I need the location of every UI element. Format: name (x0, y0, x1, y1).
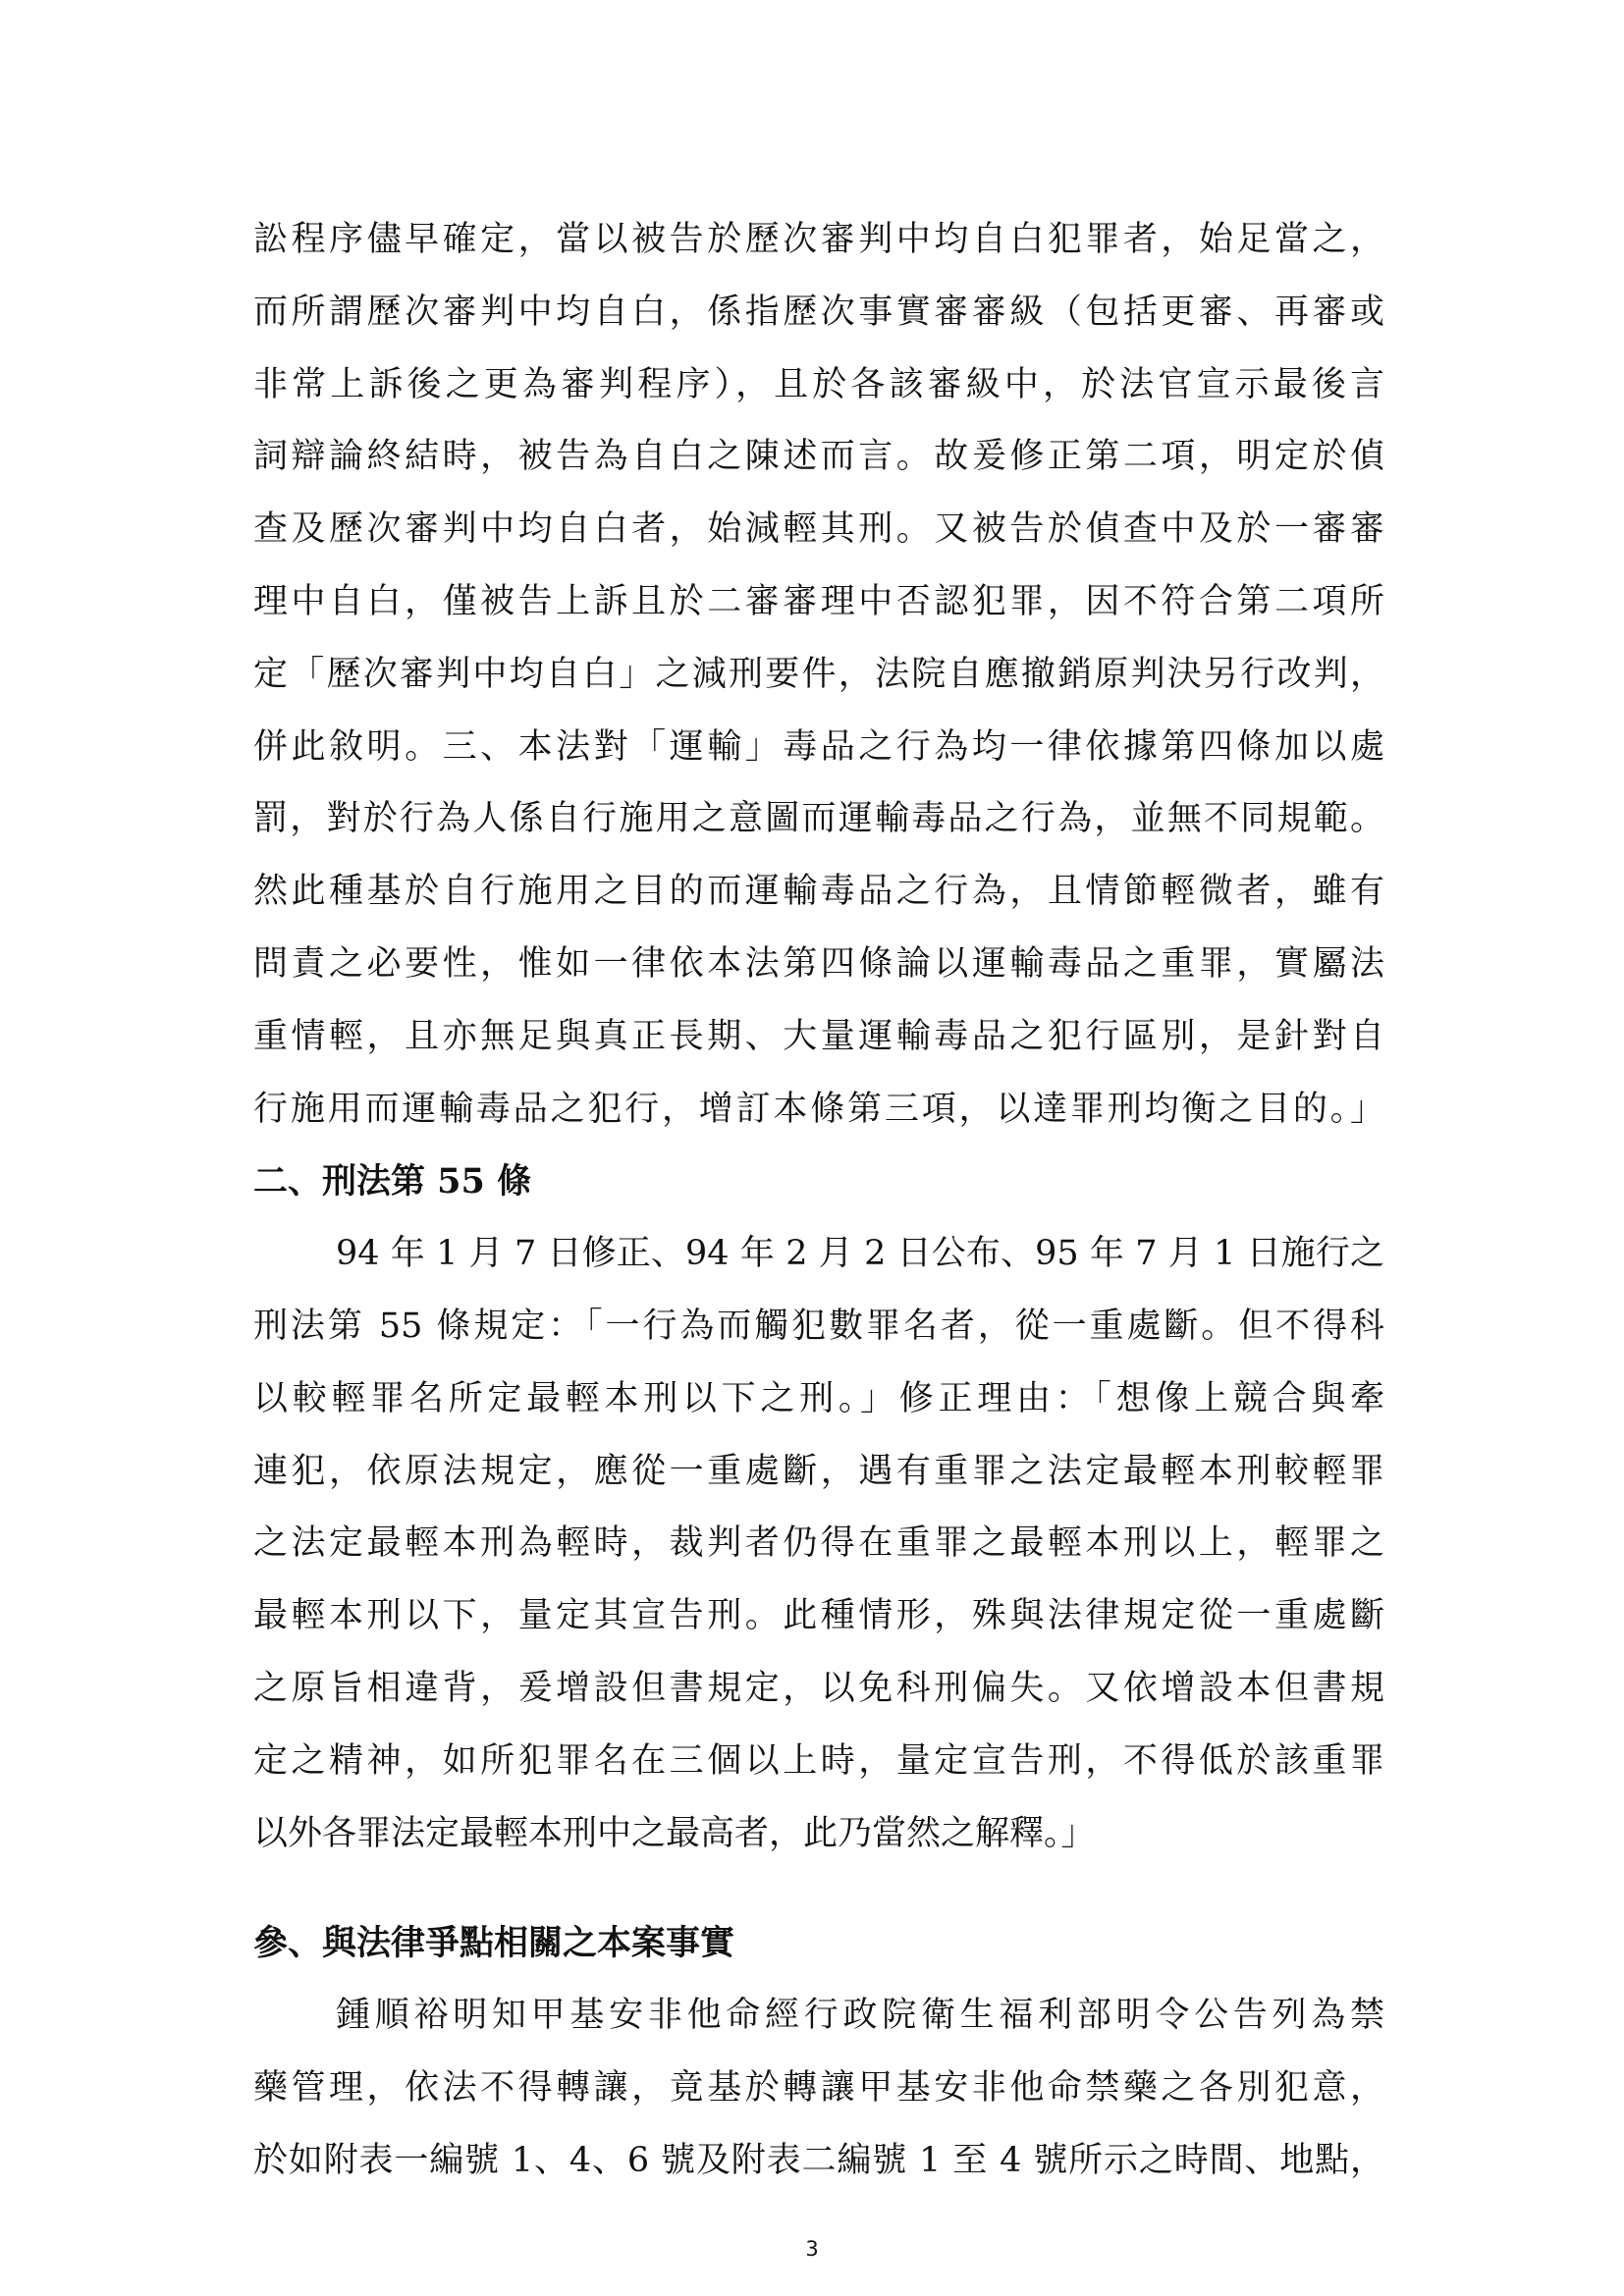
text-line: 刑法第 55 條規定：「一行為而觸犯數罪名者，從一重處斷。但不得科 (253, 1306, 1384, 1346)
text-line: 查及歷次審判中均自白者，始減輕其刑。又被告於偵查中及於一審審 (253, 509, 1384, 550)
text-line: 定之精神，如所犯罪名在三個以上時，量定宣告刑，不得低於該重罪 (253, 1740, 1384, 1781)
section-heading-case-facts: 參、與法律爭點相關之本案事實 (253, 1923, 735, 1964)
text-line: 以較輕罪名所定最輕本刑以下之刑。」修正理由：「想像上競合與牽 (253, 1378, 1384, 1418)
text-line: 然此種基於自行施用之目的而運輸毒品之行為，且情節輕微者，雖有 (253, 872, 1384, 912)
text-line: 94 年 1 月 7 日修正、94 年 2 月 2 日公布、95 年 7 月 1 日施行之 (336, 1234, 1384, 1274)
text-line: 藥管理，依法不得轉讓，竟基於轉讓甲基安非他命禁藥之各別犯意， (253, 2067, 1384, 2108)
text-line: 詞辯論終結時，被告為自白之陳述而言。故爰修正第二項，明定於偵 (253, 437, 1384, 477)
text-line: 以外各罪法定最輕本刑中之最高者，此乃當然之解釋。」 (253, 1813, 1096, 1853)
text-line: 訟程序儘早確定，當以被告於歷次審判中均自白犯罪者，始足當之， (253, 220, 1384, 259)
text-line: 併此敘明。三、本法對「運輸」毒品之行為均一律依據第四條加以處 (253, 726, 1384, 767)
text-line: 鍾順裕明知甲基安非他命經行政院衛生福利部明令公告列為禁 (336, 1996, 1384, 2036)
text-line: 之法定最輕本刑為輕時，裁判者仍得在重罪之最輕本刑以上，輕罪之 (253, 1523, 1384, 1564)
amendment-reason-continuation-paragraph (253, 204, 1384, 1146)
page-number: 3 (805, 2237, 819, 2261)
text-line: 非常上訴後之更為審判程序），且於各該審級中，於法官宣示最後言 (253, 364, 1384, 404)
text-line: 問責之必要性，惟如一律依本法第四條論以運輸毒品之重罪，實屬法 (253, 943, 1384, 984)
text-line: 行施用而運輸毒品之犯行，增訂本條第三項，以達罪刑均衡之目的。」 (253, 1089, 1384, 1129)
subsection-heading-criminal-code-55: 二、刑法第 55 條 (253, 1161, 532, 1202)
criminal-code-55-paragraph (253, 1218, 1384, 1870)
text-line: 重情輕，且亦無足與真正長期、大量運輸毒品之犯行區別，是針對自 (253, 1016, 1384, 1056)
text-line: 定「歷次審判中均自白」之減刑要件，法院自應撤銷原判決另行改判， (253, 654, 1384, 694)
text-line: 罰，對於行為人係自行施用之意圖而運輸毒品之行為，並無不同規範。 (253, 799, 1384, 839)
text-line: 理中自白，僅被告上訴且於二審審理中否認犯罪，因不符合第二項所 (253, 581, 1384, 621)
case-facts-paragraph (253, 1980, 1384, 2197)
text-line: 最輕本刑以下，量定其宣告刑。此種情形，殊與法律規定從一重處斷 (253, 1596, 1384, 1636)
text-line: 之原旨相違背，爰增設但書規定，以免科刑偏失。又依增設本但書規 (253, 1668, 1384, 1708)
body-text (253, 204, 1384, 2198)
text-line: 連犯，依原法規定，應從一重處斷，遇有重罪之法定最輕本刑較輕罪 (253, 1451, 1384, 1491)
text-line: 於如附表一編號 1、4、6 號及附表二編號 1 至 4 號所示之時間、地點， (253, 2140, 1384, 2180)
text-line: 而所謂歷次審判中均自白，係指歷次事實審審級（包括更審、再審或 (253, 292, 1384, 332)
